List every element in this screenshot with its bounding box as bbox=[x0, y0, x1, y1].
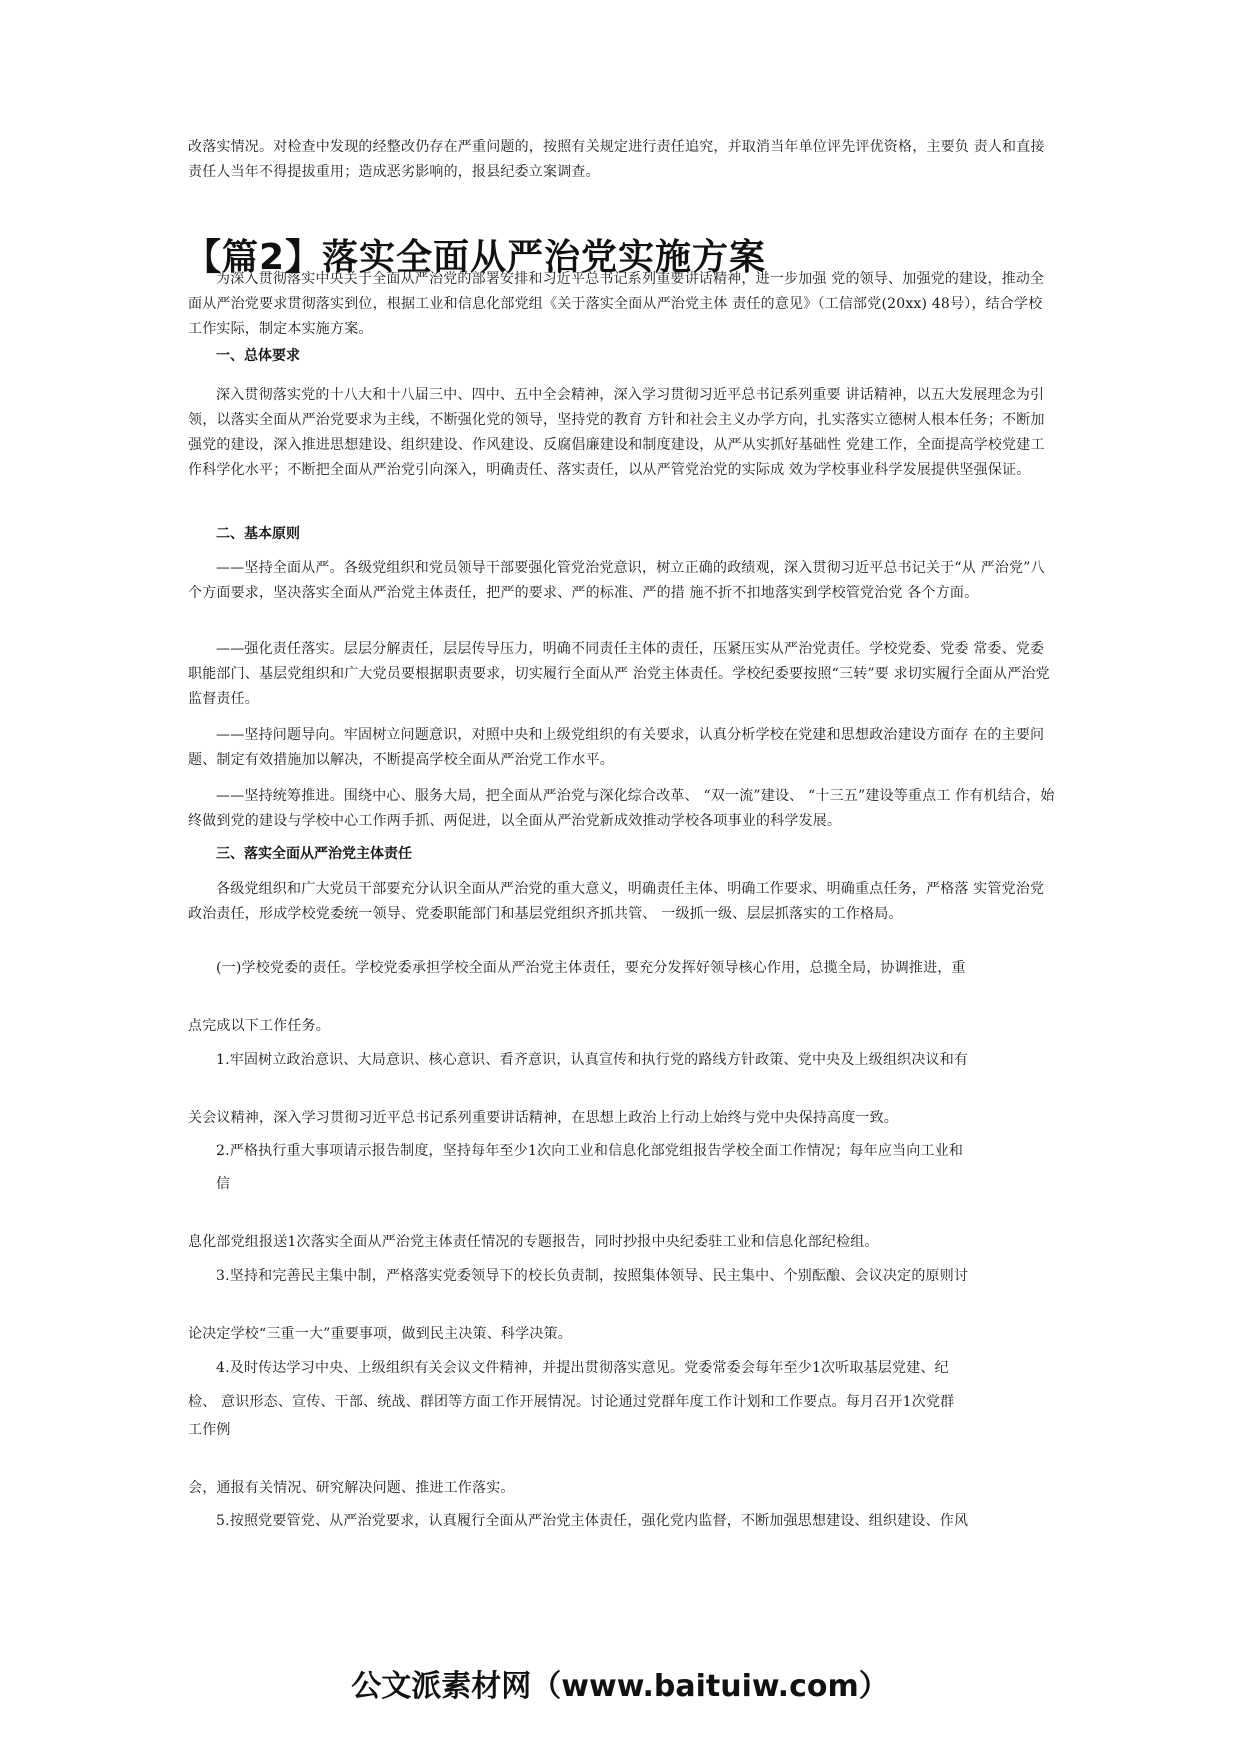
section-3-paragraph bbox=[188, 877, 1056, 927]
section-1-text: 深入贯彻落实党的十八大和十八届三中、四中、五中全会精神，深入学习贯彻习近平总书记系列重要 讲话精神，以五大发展理念为引领，以落实全面从严治党要求为主线，不断强化党的领导，坚持党的教育 方针和社会主义办学方向，扎实落实立德树人根本任务；不断加强党的建设，深入推进思想建设、组织建设、作风建设、反腐倡廉建设和制度建设，从严从实抓好基础性 党建工作，全面提高学校党建工作科学化水平；不断把全面从严治党引向深入，明确责任、落实责任，以从严管党治党的实际成 效为学校事业科学发展提供坚强保证。 bbox=[188, 387, 1045, 478]
principle-3-paragraph bbox=[188, 723, 1056, 773]
item-2-line-2: 信 bbox=[216, 1176, 231, 1192]
footer-watermark: 公文派素材网（www.baituiw.com） bbox=[351, 1669, 889, 1704]
item-2-line-1: 2.严格执行重大事项请示报告制度，坚持每年至少1次向工业和信息化部党组报告学校全面工作情况；每年应当向工业和 bbox=[216, 1143, 964, 1159]
section-3-text: 各级党组织和广大党员干部要充分认识全面从严治党的重大意义，明确责任主体、明确工作要求、明确重点任务，严格落 实管党治党政治责任，形成学校党委统一领导、党委职能部门和基层党组织齐抓共管、 一级抓一级、层层抓落实的工作格局。 bbox=[188, 881, 1045, 922]
item-1-line-2: 关会议精神，深入学习贯彻习近平总书记系列重要讲话精神，在思想上政治上行动上始终与党中央保持高度一致。 bbox=[188, 1110, 898, 1126]
item-4-line-4: 会，通报有关情况、研究解决问题、推进工作落实。 bbox=[188, 1480, 515, 1496]
item-4-line-2: 检、 意识形态、宣传、干部、统战、群团等方面工作开展情况。讨论通过党群年度工作计划和工作要点。每月召开1次党群 bbox=[188, 1394, 955, 1410]
principle-4-paragraph bbox=[188, 784, 1056, 834]
item-2-line-3: 息化部党组报送1次落实全面从严治党主体责任情况的专题报告，同时抄报中央纪委驻工业和信息化部纪检组。 bbox=[188, 1234, 879, 1250]
subsection-1-line-1: (一)学校党委的责任。学校党委承担学校全面从严治党主体责任，要充分发挥好领导核心作用，总揽全局，协调推进，重 bbox=[216, 960, 966, 976]
section-1-paragraph bbox=[188, 383, 1056, 483]
item-3-line-2: 论决定学校“三重一大”重要事项，做到民主决策、科学决策。 bbox=[188, 1326, 572, 1342]
preface-paragraph bbox=[188, 267, 1056, 342]
item-3-line-1: 3.坚持和完善民主集中制，严格落实党委领导下的校长负责制，按照集体领导、民主集中、个别酝酿、会议决定的原则讨 bbox=[216, 1268, 969, 1284]
section-3-heading: 三、落实全面从严治党主体责任 bbox=[216, 846, 412, 862]
principle-3-text: ——坚持问题导向。牢固树立问题意识，对照中央和上级党组织的有关要求，认真分析学校在党建和思想政治建设方面存 在的主要问题、制定有效措施加以解决，不断提高学校全面从严治党工作水平。 bbox=[188, 727, 1045, 768]
section-1-heading: 一、总体要求 bbox=[216, 348, 300, 364]
subsection-1-line-2: 点完成以下工作任务。 bbox=[188, 1018, 330, 1034]
item-1-line-1: 1.牢固树立政治意识、大局意识、核心意识、看齐意识，认真宣传和执行党的路线方针政策、党中央及上级组织决议和有 bbox=[216, 1052, 969, 1068]
principle-1-paragraph bbox=[188, 556, 1056, 606]
principle-2-paragraph bbox=[188, 637, 1056, 712]
principle-1-text: ——坚持全面从严。各级党组织和党员领导干部要强化管党治党意识，树立正确的政绩观，深入贯彻习近平总书记关于“从 严治党”八个方面要求，坚决落实全面从严治党主体责任，把严的要求、严的标准、严的措 施不折不扣地落实到学校管党治党 各个方面。 bbox=[188, 560, 1045, 601]
document-title: 【篇2】落实全面从严治党实施方案 bbox=[185, 237, 767, 278]
section-2-heading: 二、基本原则 bbox=[216, 526, 300, 542]
item-4-line-1: 4.及时传达学习中央、上级组织有关会议文件精神，并提出贯彻落实意见。党委常委会每年至少1次听取基层党建、纪 bbox=[216, 1360, 949, 1376]
intro-paragraph bbox=[188, 135, 1056, 185]
preface-text: 为深入贯彻落实中央关于全面从严治党的部署安排和习近平总书记系列重要讲话精神，进一步加强 党的领导、加强党的建设，推动全面从严治党要求贯彻落实到位，根据工业和信息化部党组《关于落实全面从严治党主体 责任的意见》（工信部党(20xx) 48号），结合学校工作实际，制定本实施方案。 bbox=[188, 271, 1045, 337]
item-5-line-1: 5.按照党要管党、从严治党要求，认真履行全面从严治党主体责任，强化党内监督，不断加强思想建设、组织建设、作风 bbox=[216, 1513, 969, 1529]
principle-2-text: ——强化责任落实。层层分解责任，层层传导压力，明确不同责任主体的责任，压紧压实从严治党责任。学校党委、党委 常委、党委职能部门、基层党组织和广大党员要根据职责要求，切实履行全面从严 治党主体责任。学校纪委要按照“三转”要 求切实履行全面从严治党监督责任。 bbox=[188, 641, 1050, 707]
principle-4-text: ——坚持统筹推进。围绕中心、服务大局，把全面从严治党与深化综合改革、 “双一流”建设、 “十三五”建设等重点工 作有机结合，始终做到党的建设与学校中心工作两手抓、两促进，以全面从严治党新成效推动学校各项事业的科学发展。 bbox=[188, 788, 1055, 829]
item-4-line-3: 工作例 bbox=[188, 1422, 231, 1438]
intro-text: 改落实情况。对检查中发现的经整改仍存在严重问题的，按照有关规定进行责任追究，并取消当年单位评先评优资格，主要负 责人和直接责任人当年不得提拔重用；造成恶劣影响的，报县纪委立案调查。 bbox=[188, 139, 1045, 180]
